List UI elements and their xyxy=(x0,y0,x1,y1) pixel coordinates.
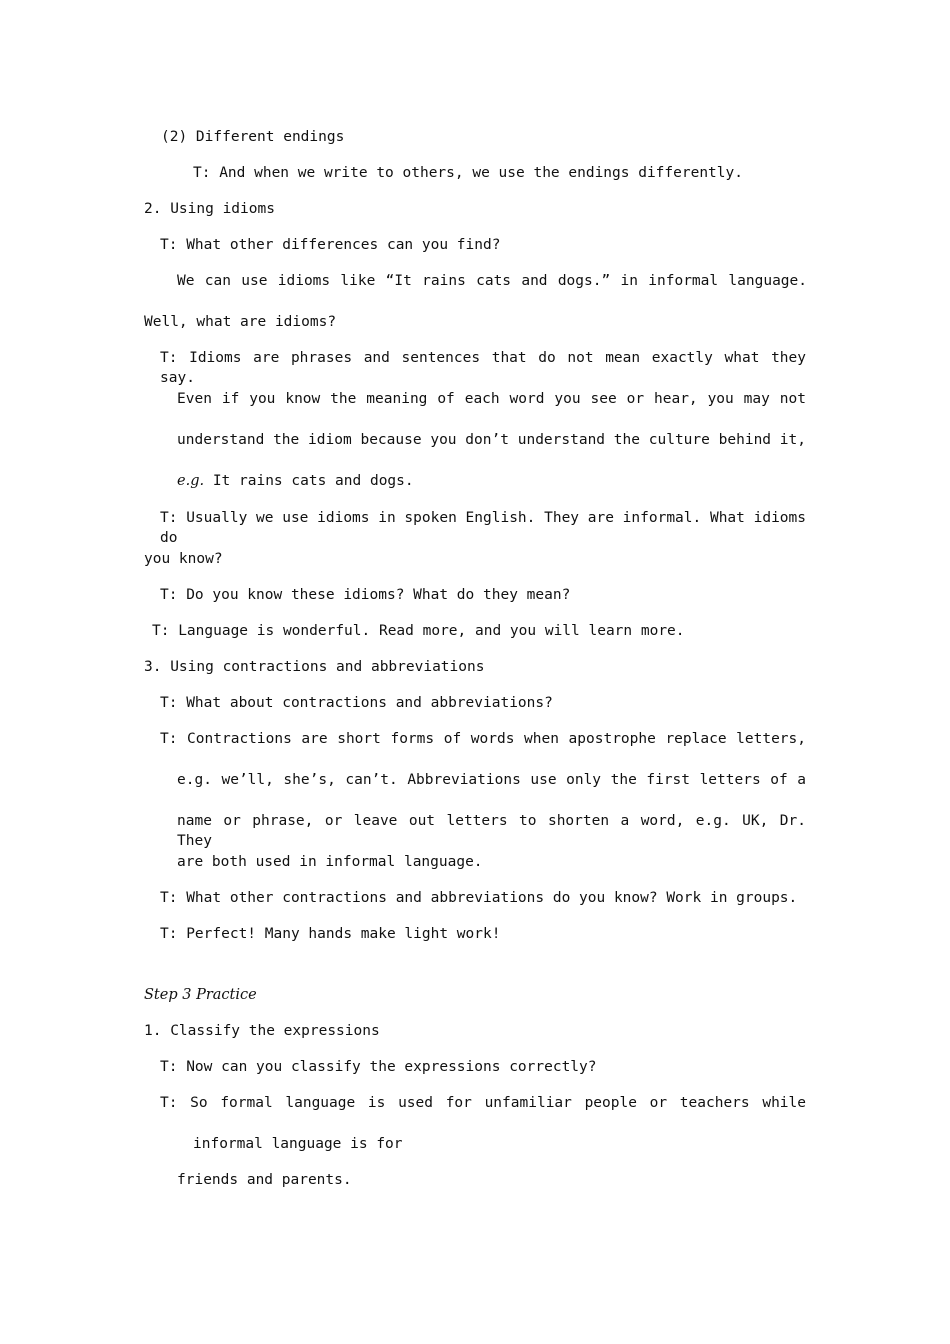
teacher-line: T: Usually we use idioms in spoken English. They are informal. What idioms do xyxy=(160,510,807,546)
paragraph-line: understand the idiom because you don’t understand the culture behind it, xyxy=(177,432,806,448)
paragraph-line: informal language is for xyxy=(193,1136,403,1152)
paragraph-line: e.g. we’ll, she’s, can’t. Abbreviations use only the first letters of a xyxy=(177,772,806,788)
paragraph-line: Well, what are idioms? xyxy=(144,314,337,330)
teacher-line: T: Perfect! Many hands make light work! xyxy=(160,926,501,942)
teacher-line: T: What other contractions and abbreviations do you know? Work in groups. xyxy=(160,890,798,906)
example-text: It rains cats and dogs. xyxy=(204,473,414,489)
teacher-line: T: Do you know these idioms? What do they mean? xyxy=(160,587,571,603)
teacher-line: T: Now can you classify the expressions correctly? xyxy=(160,1059,597,1075)
section-heading: 3. Using contractions and abbreviations xyxy=(144,659,485,675)
eg-abbreviation: e.g. xyxy=(177,473,205,489)
subsection-heading: (2) Different endings xyxy=(161,129,345,145)
paragraph-line: We can use idioms like “It rains cats and dogs.” in informal language. xyxy=(177,273,807,289)
teacher-line: T: What other differences can you find? xyxy=(160,237,501,253)
teacher-line: T: And when we write to others, we use the endings differently. xyxy=(193,165,743,181)
teacher-line: T: Language is wonderful. Read more, and you will learn more. xyxy=(152,623,685,639)
teacher-line: T: What about contractions and abbreviations? xyxy=(160,695,553,711)
teacher-line: T: So formal language is used for unfamiliar people or teachers while xyxy=(160,1095,806,1111)
teacher-line: T: Idioms are phrases and sentences that do not mean exactly what they say. xyxy=(160,350,806,386)
paragraph-line: are both used in informal language. xyxy=(177,854,483,870)
paragraph-line: you know? xyxy=(144,551,223,567)
paragraph-line: Even if you know the meaning of each word you see or hear, you may not xyxy=(177,391,806,407)
paragraph-line xyxy=(177,471,414,491)
paragraph-line: name or phrase, or leave out letters to shorten a word, e.g. UK, Dr. They xyxy=(177,813,806,849)
section-heading: 2. Using idioms xyxy=(144,201,275,217)
step-heading: Step 3 Practice xyxy=(144,987,257,1003)
section-heading: 1. Classify the expressions xyxy=(144,1023,380,1039)
paragraph-line: friends and parents. xyxy=(177,1172,352,1188)
teacher-line: T: Contractions are short forms of words when apostrophe replace letters, xyxy=(160,731,806,747)
